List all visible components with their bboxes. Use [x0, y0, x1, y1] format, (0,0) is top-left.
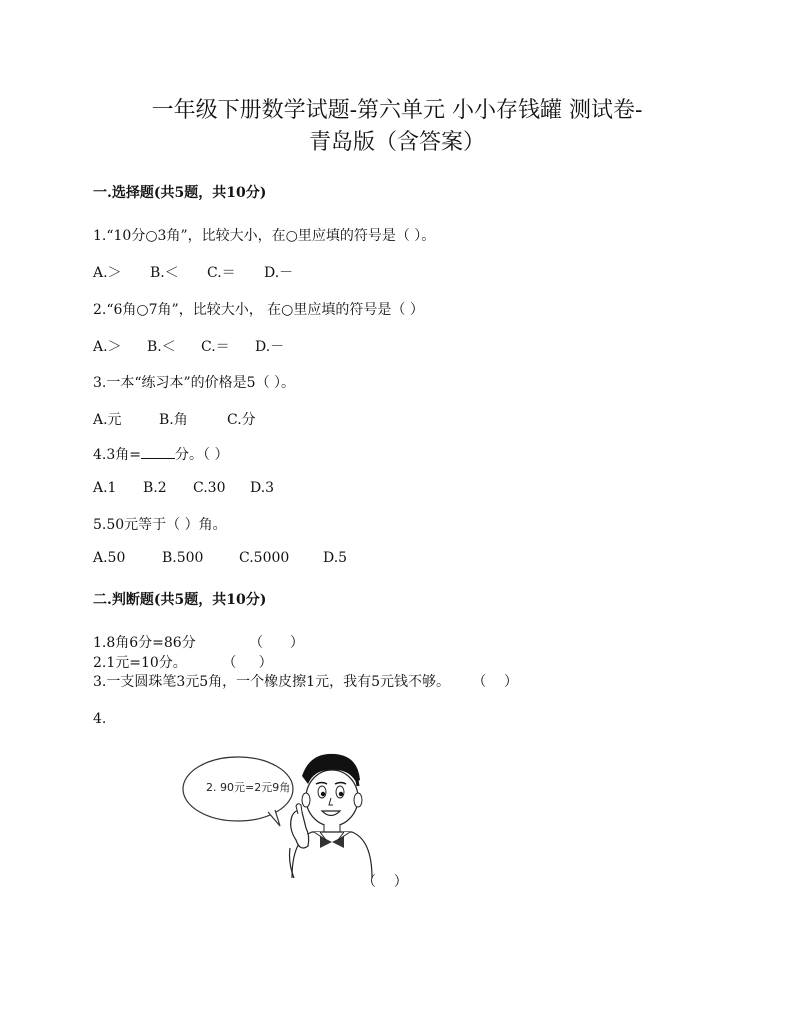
- question-2: 2.“6角○7角”，比较大小， 在○里应填的符号是（ ）: [93, 302, 424, 318]
- title-line-1: 一年级下册数学试题-第六单元 小小存钱罐 测试卷-: [151, 98, 643, 123]
- section-1-heading: 一.选择题(共5题，共10分): [93, 185, 267, 201]
- option-d: D.5: [323, 550, 348, 566]
- option-a: A.元: [93, 412, 122, 428]
- question-4-stem-a: 4.3角=: [93, 447, 141, 463]
- option-a: A.1: [93, 480, 117, 496]
- option-a: A.50: [93, 550, 126, 566]
- option-c: C.5000: [239, 550, 290, 566]
- option-c: C.30: [193, 480, 226, 496]
- title-line-2: 青岛版（含答案）: [308, 130, 485, 155]
- judge-3: 3.一支圆珠笔3元5角，一个橡皮擦1元，我有5元钱不够。 （ ）: [93, 674, 519, 690]
- question-1: 1.“10分○3角”，比较大小，在○里应填的符号是（ ）。: [93, 228, 436, 244]
- option-b: B.角: [159, 412, 188, 428]
- question-1-options: [93, 262, 293, 282]
- option-b: B.500: [162, 550, 204, 566]
- judge-4-answer-paren: （ ）: [362, 874, 408, 890]
- option-d: D.3: [250, 480, 275, 496]
- cartoon-boy-illustration: [180, 748, 380, 878]
- option-c: C.＝: [207, 265, 236, 281]
- answer-blank: [141, 444, 175, 459]
- option-b: B.＜: [147, 339, 176, 355]
- question-5: 5.50元等于（ ）角。: [93, 517, 227, 533]
- speech-bubble-text: 2. 90元=2元9角: [206, 781, 291, 794]
- option-b: B.＜: [150, 265, 179, 281]
- question-4-stem-b: 分。（ ）: [175, 447, 229, 463]
- section-2-heading: 二.判断题(共5题，共10分): [93, 592, 267, 608]
- judge-2: 2.1元=10分。 （ ）: [93, 655, 273, 671]
- question-3-options: [93, 409, 256, 429]
- option-c: C.分: [227, 412, 256, 428]
- question-4-options: [93, 480, 274, 496]
- option-b: B.2: [143, 480, 167, 496]
- question-4: [93, 444, 228, 464]
- judge-1: 1.8角6分=86分 （ ）: [93, 635, 304, 651]
- question-5-options: [93, 550, 347, 566]
- option-a: A.＞: [93, 265, 122, 281]
- option-c: C.＝: [201, 339, 230, 355]
- option-a: A.＞: [93, 339, 122, 355]
- option-d: D.－: [255, 339, 285, 355]
- option-d: D.－: [264, 265, 294, 281]
- question-2-options: [93, 336, 284, 356]
- question-3: 3.一本“练习本”的价格是5（ ）。: [93, 375, 296, 391]
- judge-4: 4.: [93, 711, 107, 727]
